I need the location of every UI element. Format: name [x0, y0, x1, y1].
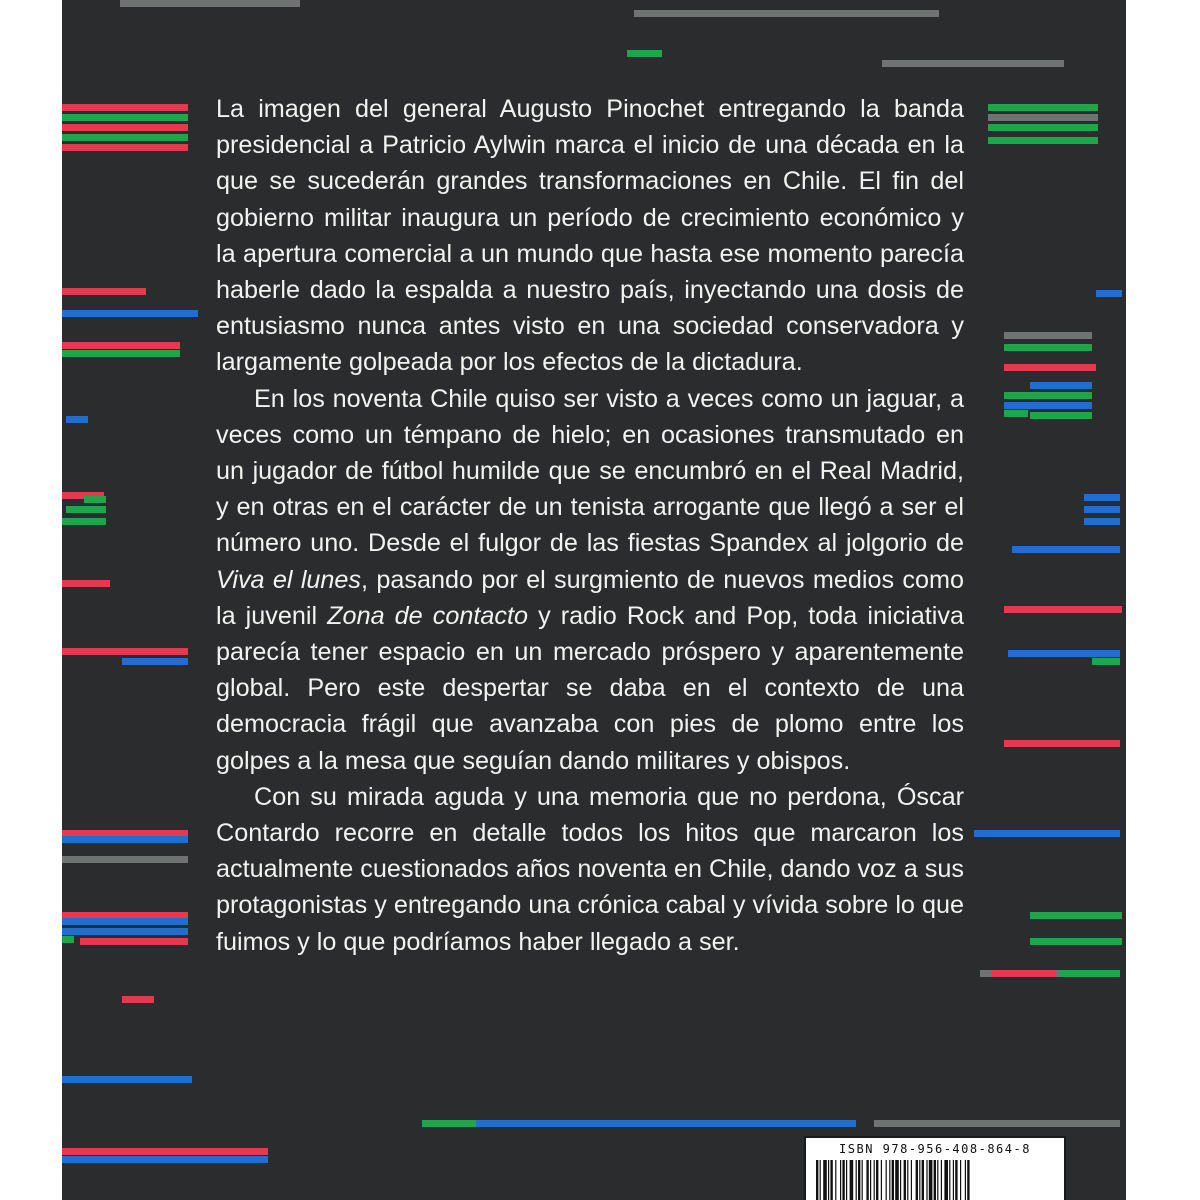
barcode-bar [816, 1160, 818, 1200]
stripe-24 [1004, 410, 1028, 417]
barcode-bar [949, 1160, 950, 1200]
barcode-bar [941, 1160, 942, 1200]
stripe-13 [62, 288, 146, 295]
stripe-2 [627, 50, 662, 57]
barcode-bar [934, 1160, 936, 1200]
barcode-bar [911, 1160, 912, 1200]
stripe-17 [1096, 290, 1122, 297]
stripe-57 [62, 1076, 192, 1083]
stripe-16 [62, 350, 180, 357]
stripe-56 [122, 996, 154, 1003]
stripe-36 [1004, 606, 1122, 613]
book-back-cover [62, 0, 1126, 1200]
blurb-paragraph-3-text: Con su mirada aguda y una memoria que no perdona, Óscar Contardo recorre en detalle todos los hitos que marcaron los actualmente cuestionados años noventa en Chile, dando voz a sus protagonistas y entregando una crónica cabal y vívida sobre lo que fuimos y lo que podríamos haber llegado a ser. [216, 782, 964, 956]
barcode-bar [874, 1160, 875, 1200]
blurb-paragraph-2-text-b: , pasando por el surgmiento de nuevos medios como la juvenil [216, 565, 964, 630]
stripe-21 [1030, 382, 1092, 389]
stripe-50 [80, 938, 188, 945]
barcode-bar [965, 1160, 966, 1200]
stripe-34 [1012, 546, 1120, 553]
stripe-58 [62, 1148, 268, 1155]
barcode-bar [904, 1160, 906, 1200]
stripe-41 [1004, 740, 1120, 747]
title-viva-el-lunes: Viva el lunes [216, 565, 362, 594]
stripe-10 [988, 114, 1098, 121]
barcode-graphic [814, 1160, 1060, 1200]
barcode-bar [889, 1160, 890, 1200]
stripe-46 [62, 912, 188, 919]
isbn-barcode-box [804, 1136, 1066, 1200]
stripe-0 [120, 0, 300, 7]
stripe-9 [988, 104, 1098, 111]
barcode-bar [828, 1160, 829, 1200]
stripe-39 [1008, 650, 1120, 657]
stripe-26 [66, 416, 88, 423]
stripe-33 [1084, 518, 1120, 525]
barcode-bar [881, 1160, 882, 1200]
barcode-bar [846, 1160, 847, 1200]
stripe-29 [66, 506, 106, 513]
stripe-14 [62, 310, 198, 317]
barcode-bar [835, 1160, 836, 1200]
stripe-42 [62, 830, 188, 837]
stripe-40 [1092, 658, 1120, 665]
barcode-bar [919, 1160, 920, 1200]
stripe-23 [1004, 402, 1092, 409]
barcode-bar [823, 1160, 827, 1200]
blurb-paragraph-1-text: La imagen del general Augusto Pinochet entregando la banda presidencial a Patricio Aylwin marca el inicio de una década en la que se sucederán grandes transformaciones en Chile. El fin del gobierno militar inaugura un período de crecimiento económico y la apertura comercial a un mundo que hasta ese momento parecía haberle dado la espalda a nuestro país, inyectando una dosis de entusiasmo nunca antes visto en una sociedad conservadora y largamente golpeada por los efectos de la dictadura. [216, 95, 964, 377]
stripe-3 [882, 60, 1064, 67]
isbn-number: ISBN 978-956-408-864-8 [839, 1142, 1031, 1156]
stripe-4 [62, 104, 188, 111]
blurb-paragraph-3 [216, 779, 964, 960]
barcode-bar [967, 1160, 969, 1200]
blurb-paragraph-2 [216, 381, 964, 779]
stripe-7 [62, 134, 188, 141]
blurb-paragraph-2-text-c: y radio Rock and Pop, toda iniciativa parecía tener espacio en un mercado próspero y aparentemente global. Pero este despertar se daba en el contexto de una democracia frágil que avanzaba con pies de plomo entre los golpes a la mesa que seguían dando militares y obispos. [216, 601, 964, 775]
stripe-25 [1030, 412, 1092, 419]
stripe-55 [1060, 970, 1120, 977]
barcode-bar [916, 1160, 918, 1200]
stripe-12 [988, 137, 1098, 144]
stripe-28 [84, 496, 106, 503]
barcode-bar [840, 1160, 841, 1200]
barcode-bar [895, 1160, 899, 1200]
stripe-1 [634, 10, 939, 17]
barcode-bar [955, 1160, 957, 1200]
blurb-paragraph-2-text-a: En los noventa Chile quiso ser visto a veces como un jaguar, a veces como un témpano de hielo; en ocasiones transmutado en un jugador de fútbol humilde que se encumbró en el Real Madrid, y en otras en el carácter de un tenista arrogante que llegó a ser el número uno. Desde el fulgor de las fiestas Spandex al jolgorio de [216, 384, 964, 558]
stripe-44 [62, 856, 188, 863]
barcode-bar [907, 1160, 908, 1200]
stripe-45 [974, 830, 1120, 837]
barcode-bar [850, 1160, 854, 1200]
stripe-43 [62, 836, 188, 843]
stripe-61 [476, 1120, 856, 1127]
stripe-38 [122, 658, 188, 665]
stripe-47 [62, 918, 188, 925]
stripe-52 [1030, 938, 1122, 945]
stripe-22 [1004, 392, 1092, 399]
barcode-bar [830, 1160, 832, 1200]
barcode-bar [820, 1160, 821, 1200]
stripe-20 [1004, 364, 1096, 371]
barcode-bar [929, 1160, 933, 1200]
stripe-35 [62, 580, 110, 587]
stripe-62 [874, 1120, 1120, 1127]
stripe-59 [62, 1156, 268, 1163]
barcode-bar [876, 1160, 878, 1200]
stripe-5 [62, 114, 188, 121]
stripe-37 [62, 648, 188, 655]
barcode-bar [922, 1160, 924, 1200]
title-zona-de-contacto: Zona de contacto [327, 601, 528, 630]
barcode-bar [886, 1160, 887, 1200]
barcode-bar [870, 1160, 871, 1200]
barcode-bar [937, 1160, 938, 1200]
stripe-32 [1084, 506, 1120, 513]
stripe-60 [422, 1120, 476, 1127]
barcode-bar [866, 1160, 868, 1200]
blurb-paragraph-1 [216, 91, 964, 381]
barcode-bar [842, 1160, 844, 1200]
stripe-8 [62, 144, 188, 151]
barcode-bar [926, 1160, 927, 1200]
barcode-bar [960, 1160, 961, 1200]
stripe-49 [62, 936, 74, 943]
stripe-54 [992, 970, 1056, 977]
stripe-18 [1004, 332, 1092, 339]
stripe-15 [62, 342, 180, 349]
barcode-bar [953, 1160, 954, 1200]
stripe-51 [1030, 912, 1122, 919]
stripe-30 [62, 518, 106, 525]
stripe-6 [62, 124, 188, 131]
barcode-bar [856, 1160, 857, 1200]
stripe-11 [988, 124, 1098, 131]
barcode-bar [900, 1160, 901, 1200]
barcode-bar [862, 1160, 863, 1200]
barcode-bar [892, 1160, 894, 1200]
stripe-48 [62, 928, 188, 935]
barcode-bar [858, 1160, 860, 1200]
blurb-text [216, 91, 964, 960]
stripe-31 [1084, 494, 1120, 501]
barcode-bar [944, 1160, 948, 1200]
stripe-19 [1004, 344, 1092, 351]
